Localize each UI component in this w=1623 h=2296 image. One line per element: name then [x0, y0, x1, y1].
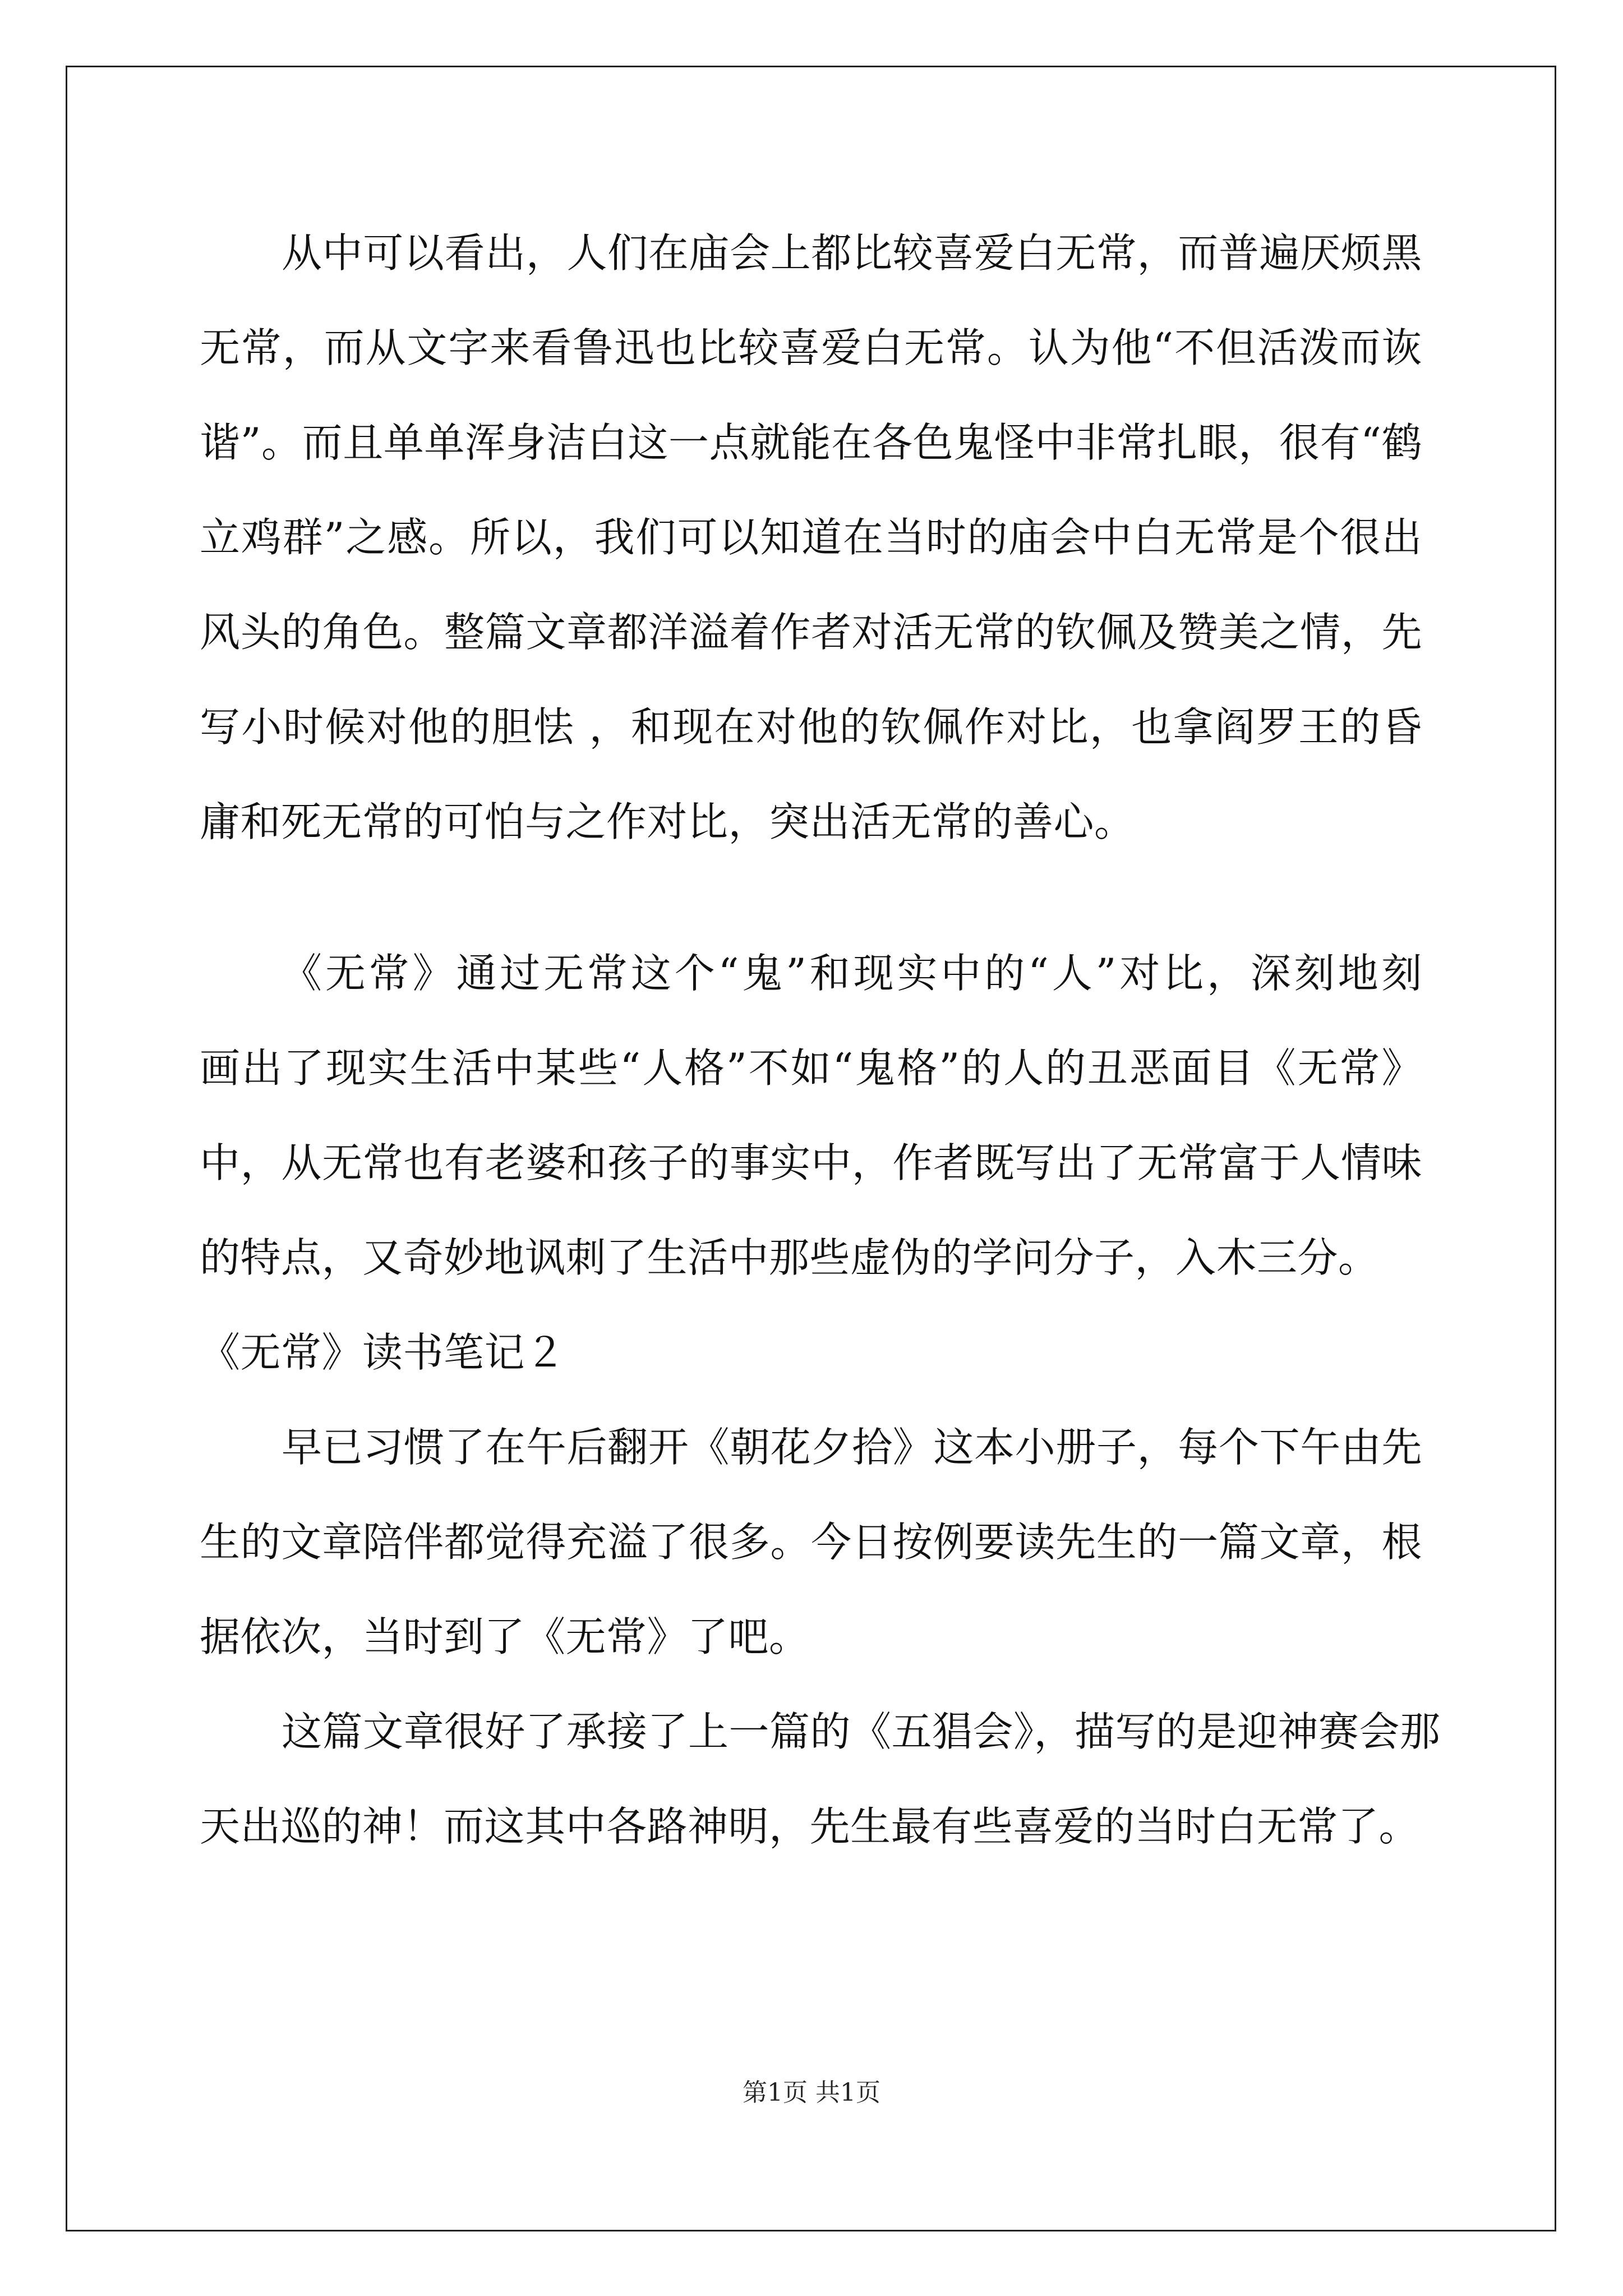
paragraph-2-line-4: 的特点，又奇妙地讽刺了生活中那些虚伪的学问分子，入木三分。	[200, 1234, 1379, 1281]
paragraph-1-line-5: 风头的角色。整篇文章都洋溢着作者对活无常的钦佩及赞美之情，先	[200, 609, 1422, 656]
paragraph-4-line-1: 这篇文章很好了承接了上一篇的《五猖会》，描写的是迎神赛会那	[282, 1708, 1441, 1755]
paragraph-2-line-3: 中，从无常也有老婆和孩子的事实中，作者既写出了无常富于人情味	[200, 1139, 1422, 1186]
paragraph-1-line-1: 从中可以看出，人们在庙会上都比较喜爱白无常，而普遍厌烦黑	[282, 229, 1422, 277]
paragraph-1-line-6: 写小时候对他的胆怯 ，和现在对他的钦佩作对比，也拿阎罗王的昏	[200, 703, 1422, 751]
paragraph-2-line-1: 《无常》通过无常这个“鬼”和现实中的“人”对比，深刻地刻	[282, 950, 1422, 997]
section-heading: 《无常》读书笔记２	[200, 1329, 566, 1376]
paragraph-1-line-3: 谐”。而且单单浑身洁白这一点就能在各色鬼怪中非常扎眼，很有“鹤	[200, 419, 1422, 466]
paragraph-1-line-4: 立鸡群”之感。所以，我们可以知道在当时的庙会中白无常是个很出	[200, 514, 1422, 561]
paragraph-2-line-2: 画出了现实生活中某些“人格”不如“鬼格”的人的丑恶面目《无常》	[200, 1045, 1422, 1092]
paragraph-3-line-1: 早已习惯了在午后翻开《朝花夕拾》这本小册子，每个下午由先	[282, 1424, 1422, 1471]
paragraph-3-line-2: 生的文章陪伴都觉得充溢了很多。今日按例要读先生的一篇文章，根	[200, 1519, 1422, 1566]
paragraph-3-line-3: 据依次，当时到了《无常》了吧。	[200, 1613, 810, 1660]
paragraph-4-line-2: 天出巡的神！而这其中各路神明，先生最有些喜爱的当时白无常了。	[200, 1803, 1420, 1850]
paragraph-1-line-7: 庸和死无常的可怕与之作对比，突出活无常的善心。	[200, 798, 1135, 845]
paragraph-1-line-2: 无常，而从文字来看鲁迅也比较喜爱白无常。认为他“不但活泼而诙	[200, 324, 1422, 371]
page-footer: 第1页 共1页	[743, 2078, 880, 2107]
